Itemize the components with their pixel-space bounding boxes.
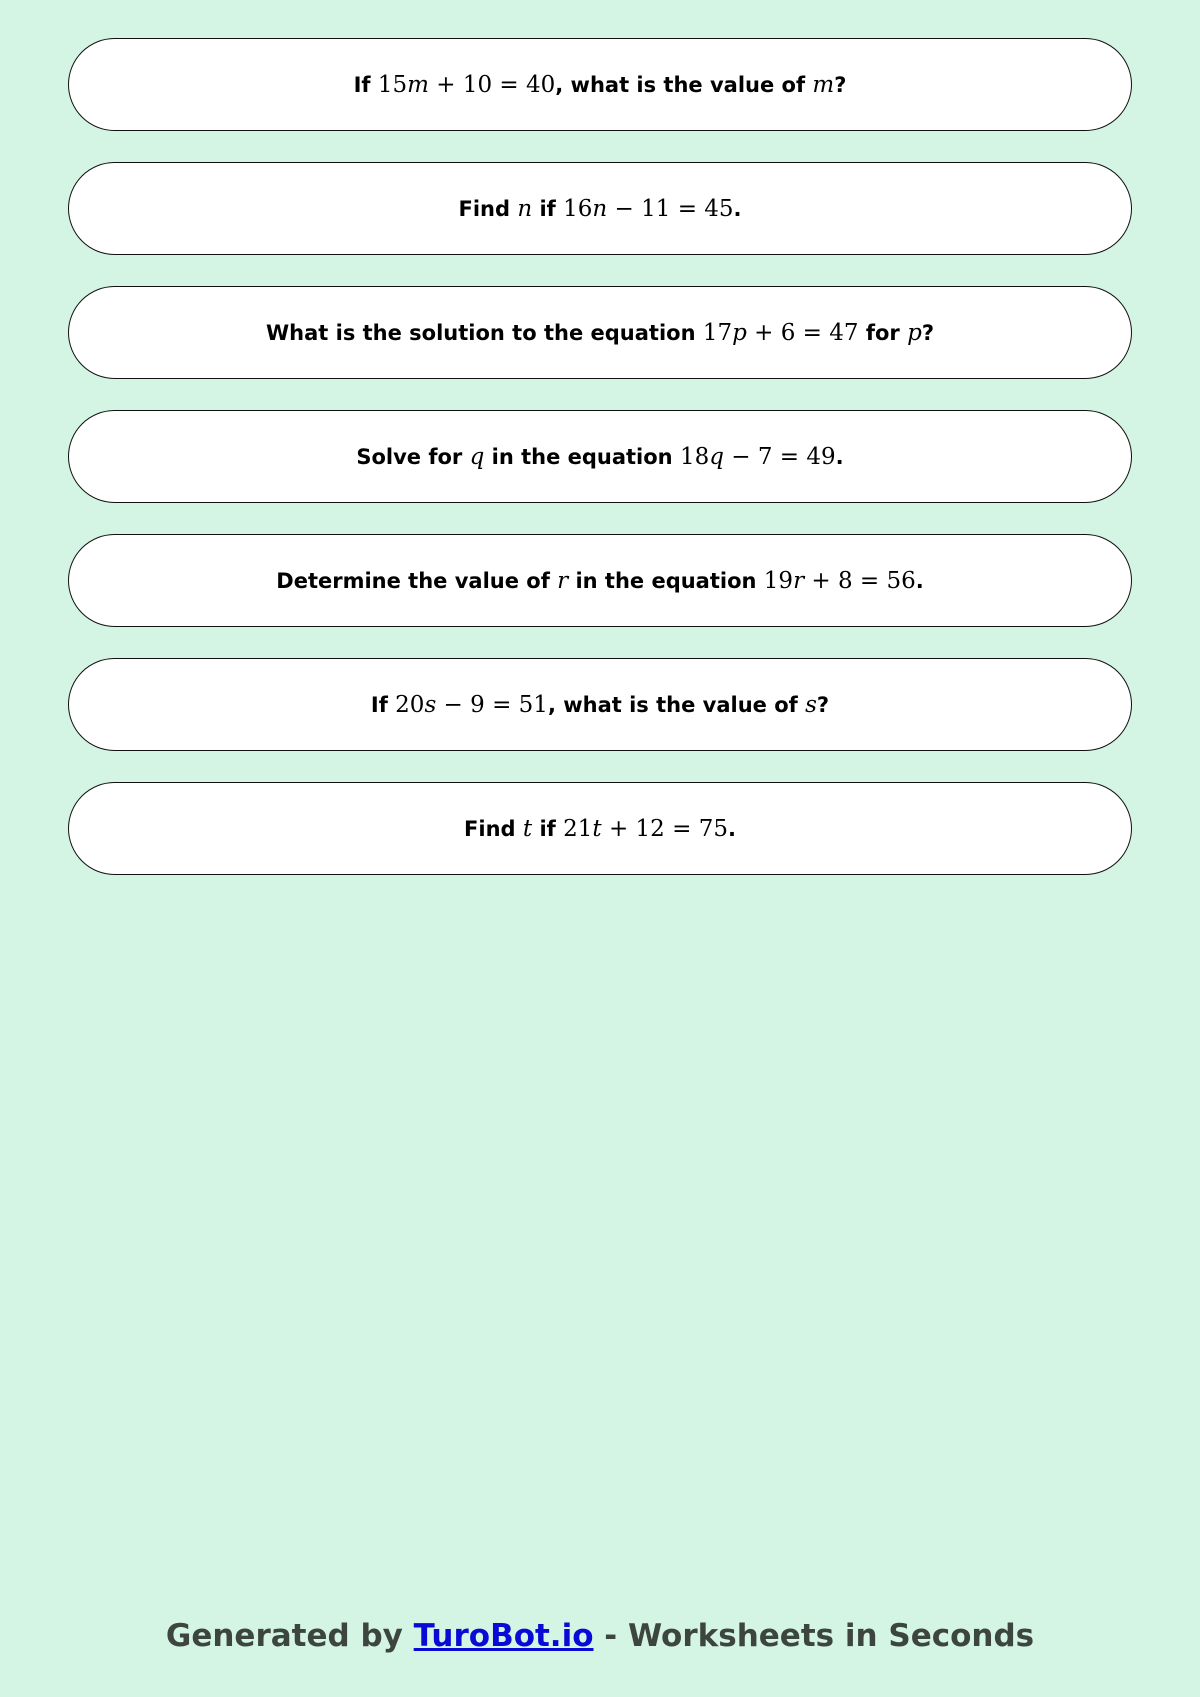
math-text: + 6 = 47 [746, 319, 859, 346]
math-text: + 12 = 75 [601, 815, 728, 842]
question-text: . [915, 568, 924, 593]
math-variable: t [592, 815, 602, 842]
question-card [68, 410, 1132, 503]
question-text: for [858, 320, 908, 345]
question-card [68, 286, 1132, 379]
footer-suffix: - Worksheets in Seconds [593, 1618, 1035, 1654]
question-card [68, 534, 1132, 627]
footer-prefix: Generated by [165, 1618, 414, 1654]
footer [0, 1618, 1200, 1654]
math-variable: n [517, 195, 533, 222]
turobot-link[interactable]: TuroBot.io [413, 1618, 594, 1654]
math-variable: p [907, 319, 922, 346]
question-text: ? [921, 320, 934, 345]
math-expression [680, 444, 836, 470]
math-expression [557, 568, 568, 594]
question-text: If [353, 72, 378, 97]
math-text: − 11 = 45 [607, 195, 734, 222]
math-text: 20 [395, 691, 425, 718]
question-text: Solve for [356, 444, 470, 469]
math-expression [470, 444, 485, 470]
math-expression [563, 816, 728, 842]
question-text: If [370, 692, 396, 717]
math-text: + 10 = 40 [428, 71, 556, 98]
math-text: − 7 = 49 [723, 443, 836, 470]
math-expression [907, 320, 922, 346]
math-text: 21 [563, 815, 593, 842]
math-variable: r [793, 567, 805, 594]
question-text: . [835, 444, 844, 469]
question-text: , what is the value of [547, 692, 806, 717]
math-text: 15 [377, 71, 408, 98]
math-variable: m [812, 71, 835, 98]
math-expression [703, 320, 859, 346]
math-expression [812, 72, 834, 98]
math-variable: s [424, 691, 437, 718]
question-text: . [733, 196, 742, 221]
question-text: Find [464, 816, 523, 841]
question-text: in the equation [484, 444, 680, 469]
math-expression [764, 568, 916, 594]
question-card [68, 38, 1132, 131]
question-card [68, 782, 1132, 875]
math-text: 16 [563, 195, 593, 222]
math-text: − 9 = 51 [436, 691, 548, 718]
question-text: . [727, 816, 736, 841]
question-text: What is the solution to the equation [266, 320, 703, 345]
math-expression [805, 692, 817, 718]
math-expression [523, 816, 532, 842]
math-variable: r [557, 567, 569, 594]
math-text: 18 [679, 443, 710, 470]
question-text: ? [816, 692, 830, 717]
math-variable: s [805, 691, 817, 718]
question-text: , what is the value of [555, 72, 813, 97]
math-variable: t [522, 815, 533, 842]
math-variable: m [407, 71, 429, 98]
math-expression [563, 196, 733, 222]
math-variable: q [709, 443, 724, 470]
math-text: 17 [702, 319, 733, 346]
math-variable: p [732, 319, 747, 346]
question-text: Find [458, 196, 518, 221]
question-text: if [532, 196, 564, 221]
question-card [68, 658, 1132, 751]
question-card [68, 162, 1132, 255]
question-text: Determine the value of [276, 568, 558, 593]
math-expression [517, 196, 532, 222]
question-text: in the equation [568, 568, 764, 593]
math-variable: n [592, 195, 608, 222]
question-text: if [532, 816, 564, 841]
math-text: + 8 = 56 [804, 567, 916, 594]
question-list [68, 38, 1132, 906]
math-expression [378, 72, 555, 98]
question-text: ? [834, 72, 847, 97]
math-variable: q [469, 443, 485, 470]
math-expression [395, 692, 548, 718]
math-text: 19 [763, 567, 794, 594]
